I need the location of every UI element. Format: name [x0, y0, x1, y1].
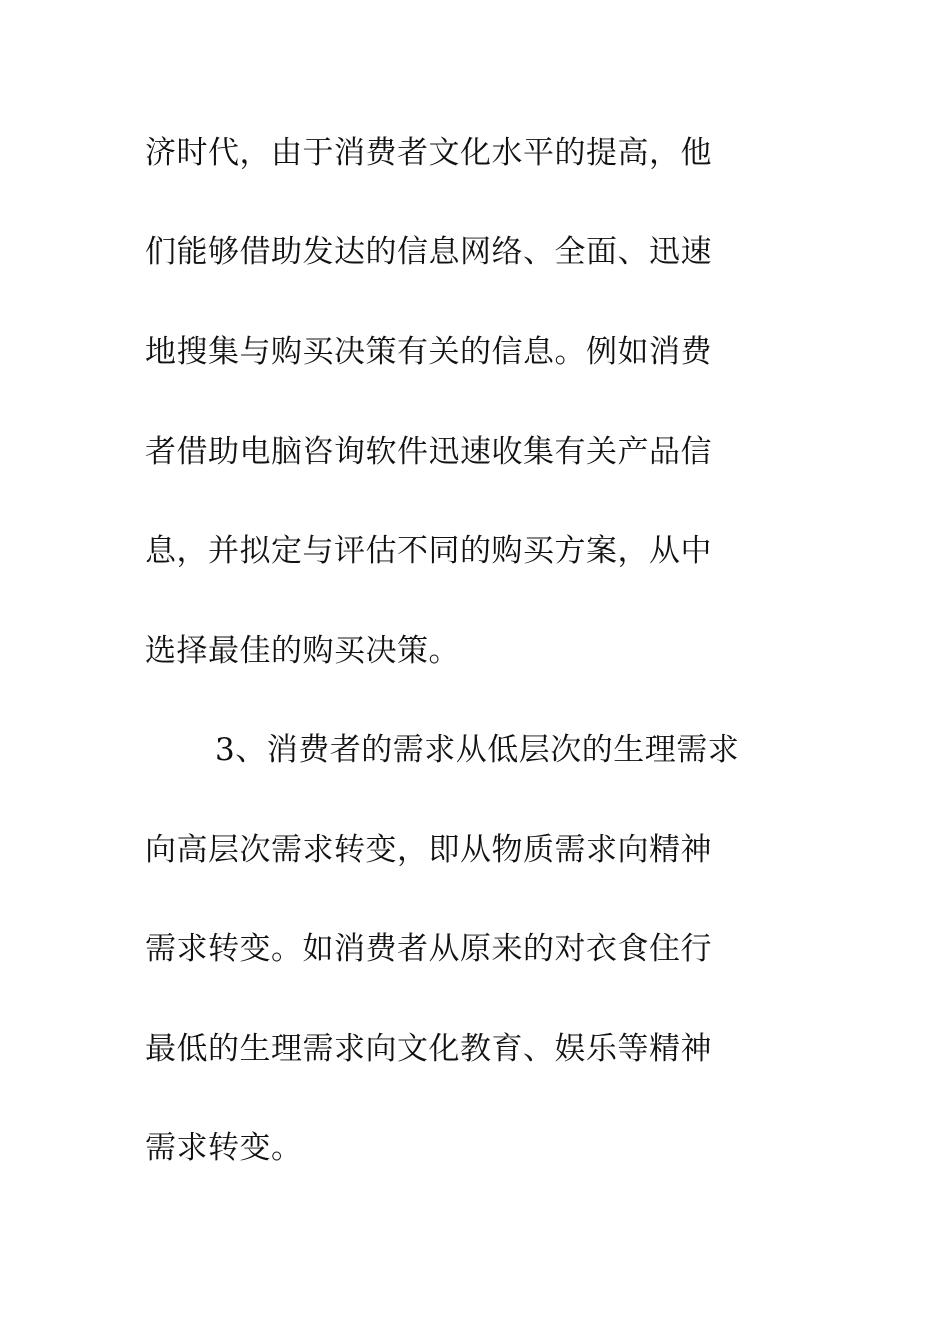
paragraph-line: 地搜集与购买决策有关的信息。例如消费: [145, 334, 712, 370]
paragraph-line: 向高层次需求转变，即从物质需求向精神: [145, 832, 712, 868]
paragraph-line: 济时代，由于消费者文化水平的提高，他: [145, 135, 712, 171]
paragraph-line: 最低的生理需求向文化教育、娱乐等精神: [145, 1031, 712, 1067]
paragraph-line: 需求转变。如消费者从原来的对衣食住行: [145, 931, 712, 967]
paragraph-line: 选择最佳的购买决策。: [145, 633, 460, 669]
paragraph-line: 息，并拟定与评估不同的购买方案，从中: [145, 533, 712, 569]
paragraph-first-line: 3、消费者的需求从低层次的生理需求: [215, 732, 740, 768]
paragraph-line: 们能够借助发达的信息网络、全面、迅速: [145, 234, 712, 270]
paragraph-line: 需求转变。: [145, 1130, 303, 1166]
paragraph-line: 者借助电脑咨询软件迅速收集有关产品信: [145, 434, 712, 470]
